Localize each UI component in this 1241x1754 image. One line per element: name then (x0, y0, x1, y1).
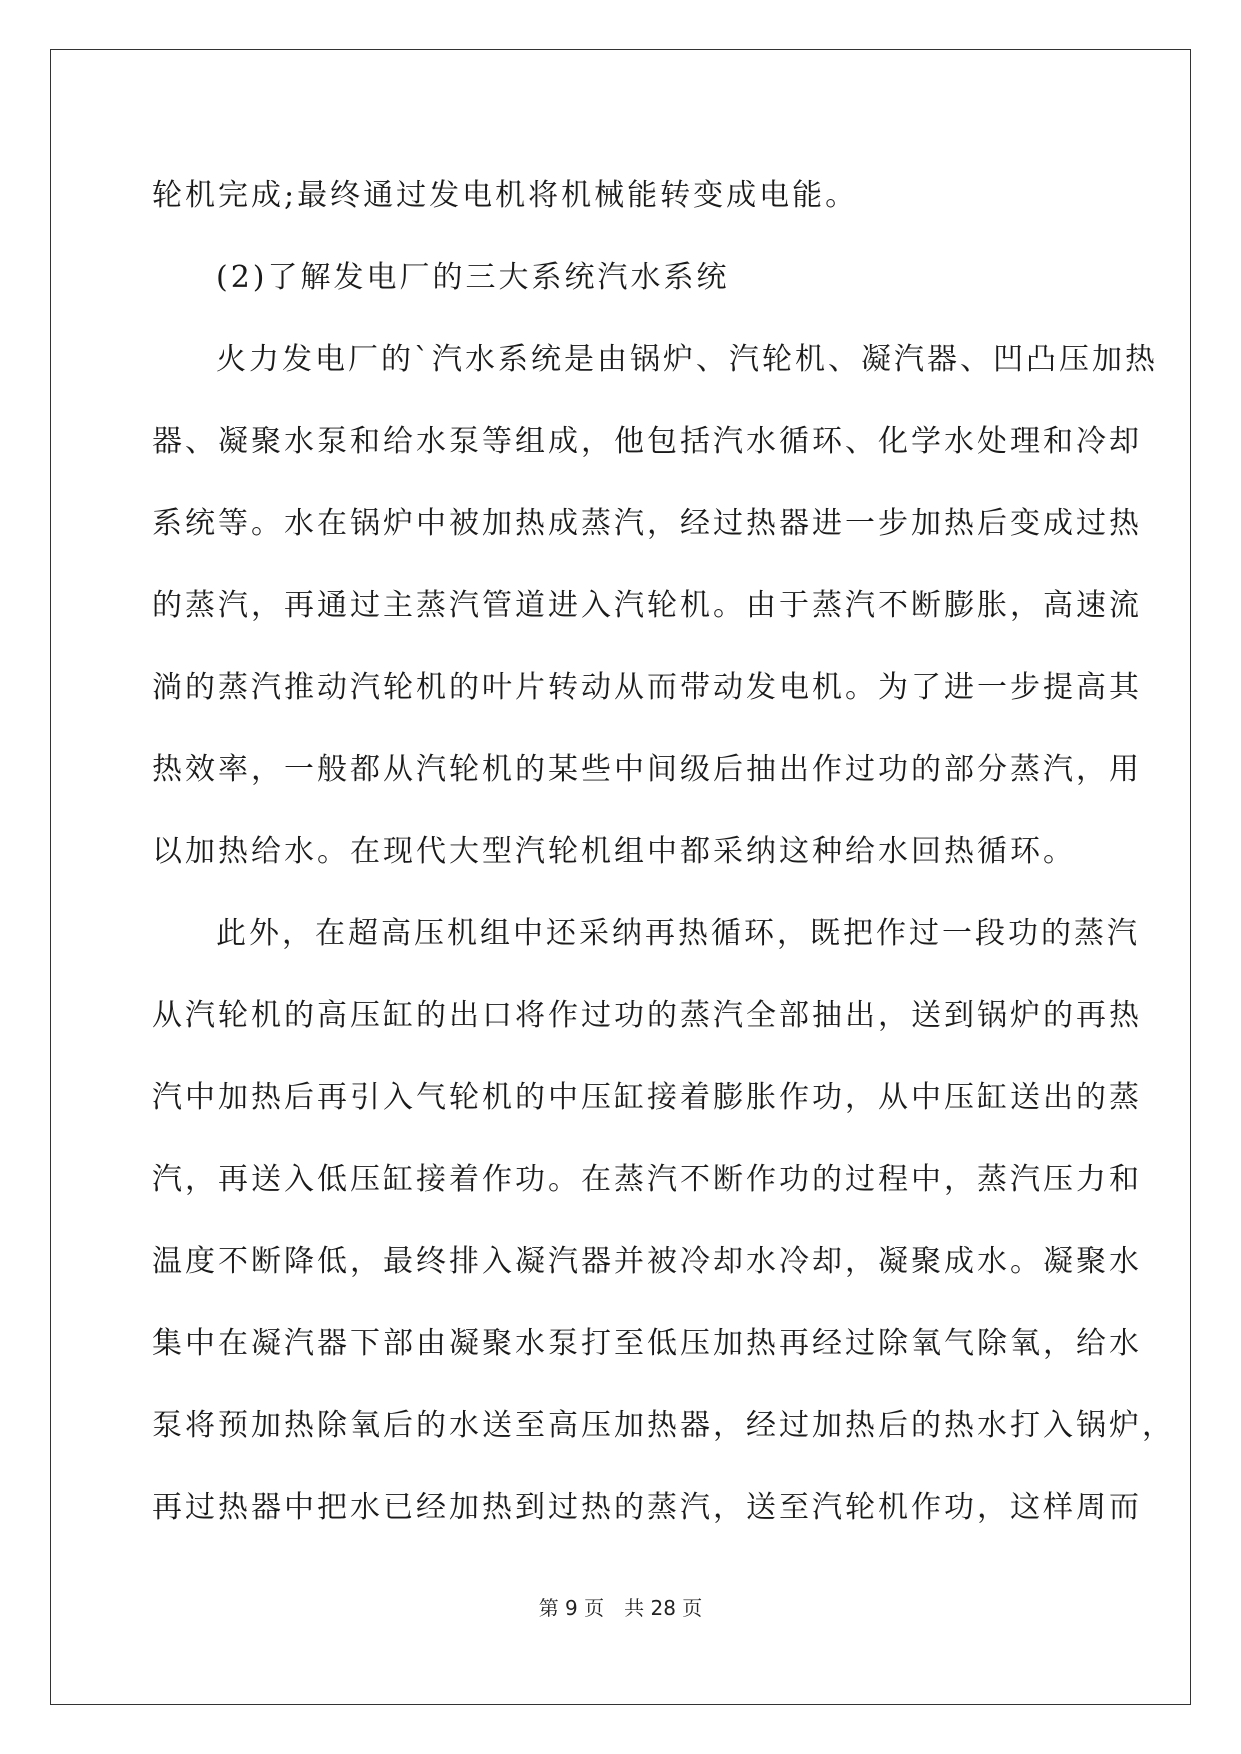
text-line: 集中在凝汽器下部由凝聚水泵打至低压加热再经过除氧气除氧，给水 (152, 1326, 1142, 1361)
text-line: 器、凝聚水泵和给水泵等组成，他包括汽水循环、化学水处理和冷却 (152, 424, 1142, 459)
text-line: 汽，再送入低压缸接着作功。在蒸汽不断作功的过程中，蒸汽压力和 (152, 1162, 1142, 1197)
text-line: 此外，在超高压机组中还采纳再热循环，既把作过一段功的蒸汽 (216, 916, 1140, 951)
text-line: 温度不断降低，最终排入凝汽器并被冷却水冷却，凝聚成水。凝聚水 (152, 1244, 1142, 1279)
text-line: 的蒸汽，再通过主蒸汽管道进入汽轮机。由于蒸汽不断膨胀，高速流 (152, 588, 1142, 623)
page-number-footer: 第 9 页 共 28 页 (538, 1596, 703, 1620)
text-line: 泵将预加热除氧后的水送至高压加热器，经过加热后的热水打入锅炉， (152, 1408, 1175, 1443)
text-line: 轮机完成;最终通过发电机将机械能转变成电能。 (152, 178, 859, 213)
text-line: 火力发电厂的`汽水系统是由锅炉、汽轮机、凝汽器、凹凸压加热 (216, 342, 1158, 377)
text-line: 淌的蒸汽推动汽轮机的叶片转动从而带动发电机。为了进一步提高其 (152, 670, 1142, 705)
text-line: 再过热器中把水已经加热到过热的蒸汽，送至汽轮机作功，这样周而 (152, 1490, 1142, 1525)
text-line: 汽中加热后再引入气轮机的中压缸接着膨胀作功，从中压缸送出的蒸 (152, 1080, 1142, 1115)
text-line: 系统等。水在锅炉中被加热成蒸汽，经过热器进一步加热后变成过热 (152, 506, 1142, 541)
text-line: 以加热给水。在现代大型汽轮机组中都采纳这种给水回热循环。 (152, 834, 1076, 869)
document-body (152, 155, 1175, 1549)
section-heading: (2)了解发电厂的三大系统汽水系统 (216, 260, 730, 295)
text-line: 热效率，一般都从汽轮机的某些中间级后抽出作过功的部分蒸汽，用 (152, 752, 1142, 787)
text-line: 从汽轮机的高压缸的出口将作过功的蒸汽全部抽出，送到锅炉的再热 (152, 998, 1142, 1033)
